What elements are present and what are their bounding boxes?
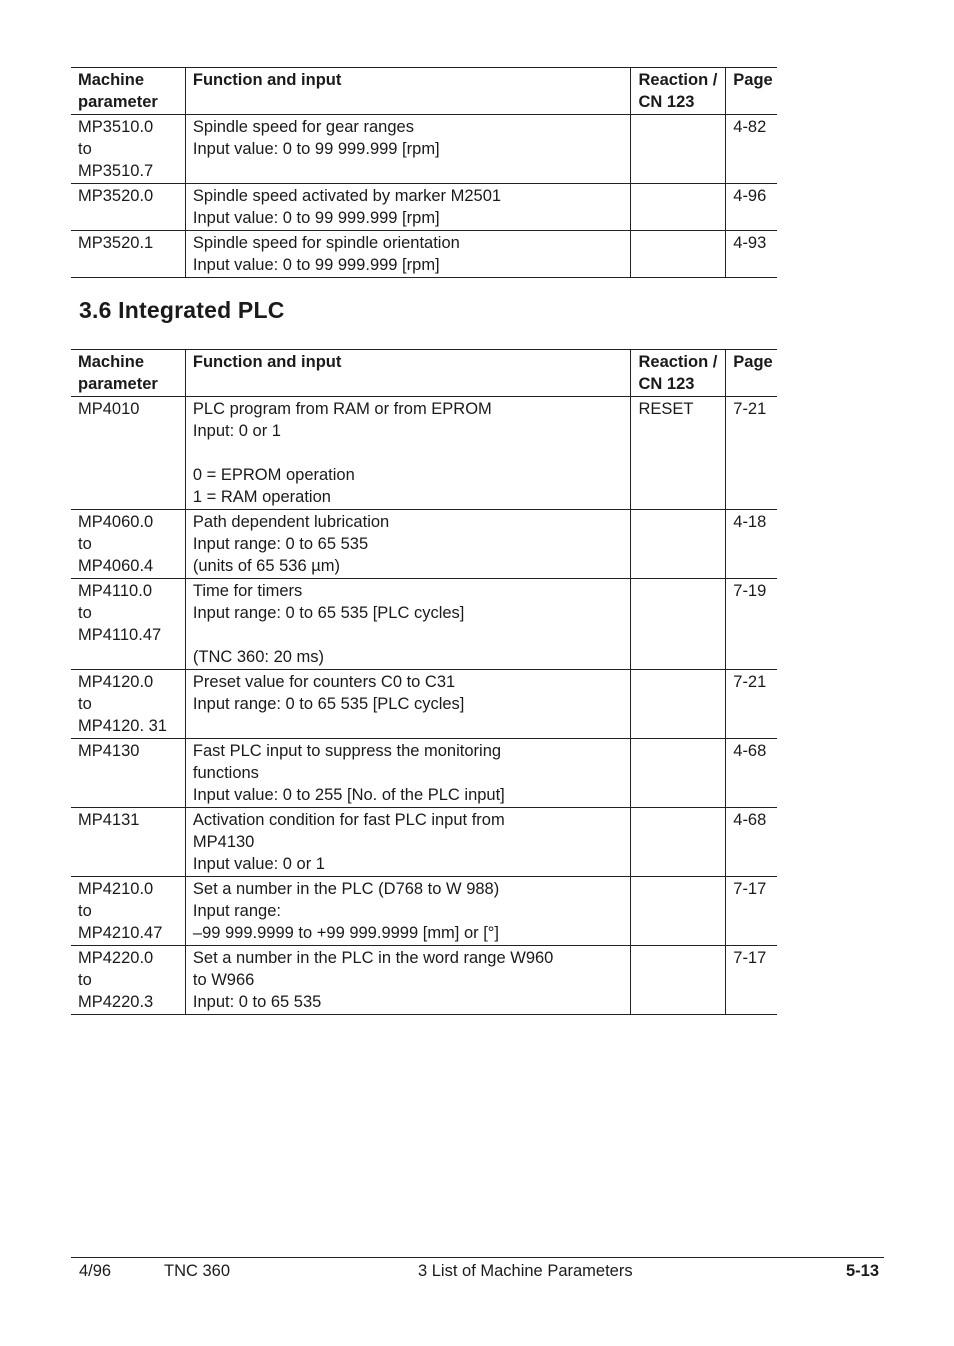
reaction-cell	[631, 397, 726, 510]
reaction-line	[638, 809, 718, 831]
param-cell	[71, 670, 185, 739]
page-cell	[726, 115, 777, 184]
machine-parameter-table-plc	[71, 349, 777, 1015]
param-line: MP4131	[78, 811, 140, 829]
function-line: (units of 65 536 µm)	[192, 557, 340, 575]
reaction-cell	[631, 184, 726, 231]
param-line: MP3520.0	[78, 187, 154, 205]
reaction-cell	[631, 877, 726, 946]
function-line: 1 = RAM operation	[192, 488, 331, 506]
table-row	[71, 808, 777, 877]
function-cell	[185, 397, 631, 510]
reaction-cell	[631, 670, 726, 739]
function-cell	[185, 231, 631, 278]
table-row	[71, 231, 777, 278]
page-cell	[726, 184, 777, 231]
function-cell	[185, 946, 631, 1015]
param-line: MP4110.0	[78, 582, 152, 600]
function-line: Preset value for counters C0 to C31	[192, 673, 456, 691]
page-line: 4-68	[733, 742, 767, 760]
reaction-line	[638, 878, 718, 900]
header-page: Page	[726, 350, 777, 397]
reaction-line	[638, 116, 718, 138]
page-line: 7-21	[733, 400, 767, 418]
reaction-cell	[631, 579, 726, 670]
function-line: Fast PLC input to suppress the monitoring	[192, 742, 502, 760]
function-cell	[185, 184, 631, 231]
reaction-line	[638, 580, 718, 602]
function-line: Time for timers	[192, 582, 303, 600]
table-header-row	[71, 350, 777, 397]
reaction-cell	[631, 510, 726, 579]
function-cell	[185, 670, 631, 739]
param-line: MP4010	[78, 400, 140, 418]
page-cell	[726, 739, 777, 808]
table-row	[71, 739, 777, 808]
header-page: Page	[726, 68, 777, 115]
page-cell	[726, 510, 777, 579]
param-line: MP4120. 31	[78, 717, 167, 735]
function-line: Set a number in the PLC (D768 to W 988)	[192, 880, 500, 898]
function-line: Input value: 0 to 99 999.999 [rpm]	[192, 140, 440, 158]
function-line: Input range: 0 to 65 535	[192, 535, 369, 553]
param-cell	[71, 231, 185, 278]
function-line: Input: 0 or 1	[192, 422, 281, 440]
page-line: 4-82	[733, 118, 767, 136]
function-line: Spindle speed for spindle orientation	[192, 234, 460, 252]
footer-chapter: 3 List of Machine Parameters	[418, 1262, 633, 1280]
footer-page-number: 5-13	[845, 1262, 879, 1280]
table-row	[71, 579, 777, 670]
footer-divider	[71, 1257, 884, 1258]
param-cell	[71, 739, 185, 808]
param-line: to	[78, 902, 92, 920]
table-header-row	[71, 68, 777, 115]
page-line: 4-93	[733, 234, 767, 252]
page-line: 7-17	[733, 880, 767, 898]
param-cell	[71, 946, 185, 1015]
reaction-line	[638, 185, 718, 207]
function-cell	[185, 510, 631, 579]
param-line: MP4120.0	[78, 673, 154, 691]
param-line: MP4220.0	[78, 949, 154, 967]
param-cell	[71, 877, 185, 946]
footer-date: 4/96	[79, 1262, 112, 1280]
function-line	[193, 442, 624, 464]
reaction-line	[638, 947, 718, 969]
reaction-cell	[631, 231, 726, 278]
reaction-line: RESET	[638, 400, 694, 418]
table-row	[71, 510, 777, 579]
param-line: MP3520.1	[78, 234, 154, 252]
param-line: MP4060.0	[78, 513, 154, 531]
reaction-cell	[631, 739, 726, 808]
page-cell	[726, 231, 777, 278]
function-cell	[185, 739, 631, 808]
param-line: to	[78, 140, 92, 158]
param-cell	[71, 808, 185, 877]
machine-parameter-table-spindle	[71, 67, 777, 278]
function-line: PLC program from RAM or from EPROM	[192, 400, 492, 418]
header-reaction: Reaction / CN 123	[631, 68, 726, 115]
function-line: Set a number in the PLC in the word range W960	[192, 949, 554, 967]
function-line: Input value: 0 or 1	[192, 855, 325, 873]
param-cell	[71, 510, 185, 579]
table-row	[71, 670, 777, 739]
function-cell	[185, 115, 631, 184]
reaction-line	[638, 232, 718, 254]
table-row	[71, 397, 777, 510]
param-line: MP4220.3	[78, 993, 154, 1011]
param-cell	[71, 115, 185, 184]
function-line: Path dependent lubrication	[192, 513, 390, 531]
param-cell	[71, 579, 185, 670]
param-cell	[71, 184, 185, 231]
function-line: Input range: 0 to 65 535 [PLC cycles]	[192, 604, 465, 622]
table-row	[71, 115, 777, 184]
page-line: 4-68	[733, 811, 767, 829]
function-line: 0 = EPROM operation	[192, 466, 355, 484]
param-line: MP4110.47	[78, 626, 162, 644]
function-cell	[185, 877, 631, 946]
page-cell	[726, 397, 777, 510]
function-line: –99 999.9999 to +99 999.9999 [mm] or [°]	[192, 924, 499, 942]
function-line: Input value: 0 to 255 [No. of the PLC input]	[192, 786, 505, 804]
header-function-input: Function and input	[185, 350, 631, 397]
page-cell	[726, 670, 777, 739]
reaction-cell	[631, 115, 726, 184]
function-line: Activation condition for fast PLC input from	[192, 811, 505, 829]
page-cell	[726, 877, 777, 946]
param-line: MP3510.0	[78, 118, 154, 136]
param-line: MP4130	[78, 742, 140, 760]
function-line: Input: 0 to 65 535	[192, 993, 322, 1011]
page-cell	[726, 808, 777, 877]
table-row	[71, 946, 777, 1015]
header-machine-parameter: Machine parameter	[71, 350, 185, 397]
function-line: Input range: 0 to 65 535 [PLC cycles]	[192, 695, 465, 713]
function-cell	[185, 808, 631, 877]
page-cell	[726, 579, 777, 670]
function-line: Input value: 0 to 99 999.999 [rpm]	[192, 209, 440, 227]
function-line: Spindle speed activated by marker M2501	[192, 187, 502, 205]
page-line: 4-18	[733, 513, 767, 531]
param-line: MP4210.47	[78, 924, 163, 942]
function-line: Input value: 0 to 99 999.999 [rpm]	[192, 256, 440, 274]
header-function-input: Function and input	[185, 68, 631, 115]
param-line: MP3510.7	[78, 162, 154, 180]
reaction-line	[638, 740, 718, 762]
header-reaction: Reaction / CN 123	[631, 350, 726, 397]
table-row	[71, 877, 777, 946]
function-line: MP4130	[192, 833, 255, 851]
reaction-line	[638, 671, 718, 693]
param-line: MP4210.0	[78, 880, 154, 898]
param-line: to	[78, 971, 92, 989]
page-line: 7-21	[733, 673, 767, 691]
reaction-line	[638, 511, 718, 533]
table-row	[71, 184, 777, 231]
page-line: 4-96	[733, 187, 767, 205]
page-line: 7-17	[733, 949, 767, 967]
header-machine-parameter: Machine parameter	[71, 68, 185, 115]
function-line: Spindle speed for gear ranges	[192, 118, 414, 136]
function-line: Input range:	[192, 902, 281, 920]
reaction-cell	[631, 946, 726, 1015]
page-cell	[726, 946, 777, 1015]
function-line: (TNC 360: 20 ms)	[192, 648, 325, 666]
reaction-cell	[631, 808, 726, 877]
param-cell	[71, 397, 185, 510]
param-line: MP4060.4	[78, 557, 154, 575]
footer-product: TNC 360	[164, 1262, 231, 1280]
param-line: to	[78, 535, 92, 553]
param-line: to	[78, 695, 92, 713]
page-line: 7-19	[733, 582, 767, 600]
function-cell	[185, 579, 631, 670]
function-line	[193, 624, 624, 646]
param-line: to	[78, 604, 92, 622]
function-line: functions	[192, 764, 259, 782]
function-line: to W966	[192, 971, 255, 989]
section-title: 3.6 Integrated PLC	[79, 297, 285, 323]
